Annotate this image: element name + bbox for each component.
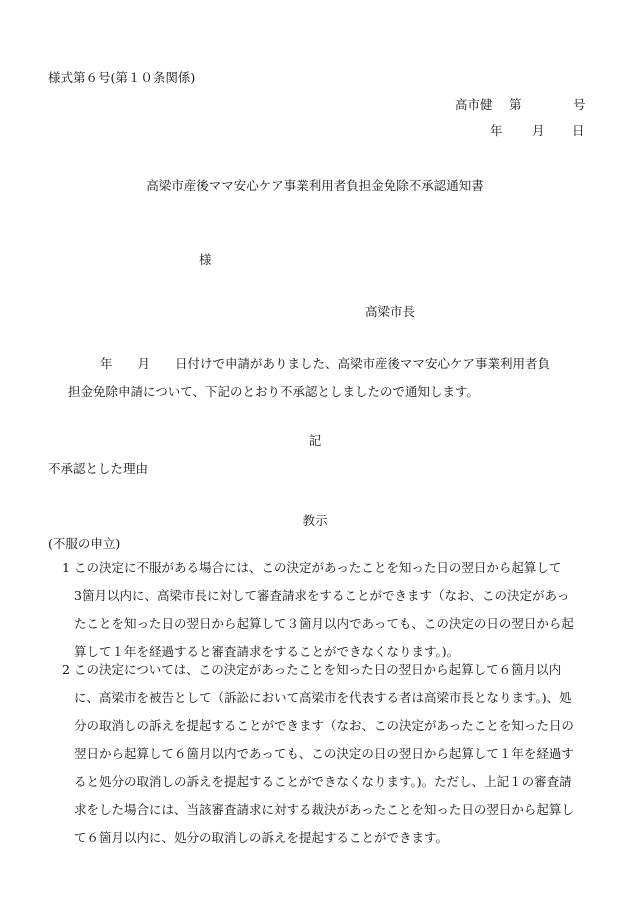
item-text: この決定に不服がある場合には、この決定があったことを知った日の翌日から起算して 3箇月以内に、高梁市長に対して審査請求をすることができます（なお、この決定があっ たことを知った日の翌日から起算して３箇月以内であっても、この決定の日の翌日から起 算して１年を経過すると審査請求をすることができなくなります。)。: [74, 560, 574, 659]
appeal-heading: (不服の申立): [48, 536, 121, 551]
date-day: 日: [572, 123, 585, 138]
ref-prefix: 高市健: [455, 97, 493, 112]
instruction-heading: 教示: [302, 513, 328, 528]
body-line-2: 担金免除申請について、下記のとおり不承認としましたので通知します。: [68, 384, 480, 399]
item-text: この決定については、この決定があったことを知った日の翌日から起算して６箇月以内 に、高梁市を被告として（訴訟において高梁市を代表する者は高梁市長となります。)、処 分の取消しの訴えを提起することができます（なお、この決定があったことを知った日の 翌日から起算して６箇月以内であっても、この決定の日の翌日から起算して１年を経過す ると処分の取消しの訴えを提起することができなくなります。)。ただし、上記１の審査請 求をした場合には、当該審査請求に対する裁決があったことを知った日の翌日から起算し て６箇月以内に、処分の取消しの訴えを提起することができます。: [74, 662, 574, 845]
instruction-item: [48, 656, 593, 852]
date-month: 月: [532, 123, 545, 138]
form-label: 様式第６号(第１０条関係): [48, 70, 196, 85]
item-number: 2: [62, 662, 70, 677]
instruction-item: [48, 554, 593, 666]
document-title: 高梁市産後ママ安心ケア事業利用者負担金免除不承認通知書: [146, 178, 484, 193]
ref-go: 号: [573, 97, 586, 112]
notice-body: [48, 350, 593, 406]
reason-label: 不承認とした理由: [48, 461, 149, 476]
body-line-1: 年 月 日付けで申請がありました、高梁市産後ママ安心ケア事業利用者負: [100, 356, 551, 371]
ref-dai: 第: [509, 97, 522, 112]
ki-heading: 記: [308, 433, 322, 448]
addressee-suffix: 様: [199, 252, 212, 267]
item-number: 1: [62, 560, 70, 575]
date-year: 年: [490, 123, 503, 138]
sender-name: 高梁市長: [365, 304, 416, 319]
